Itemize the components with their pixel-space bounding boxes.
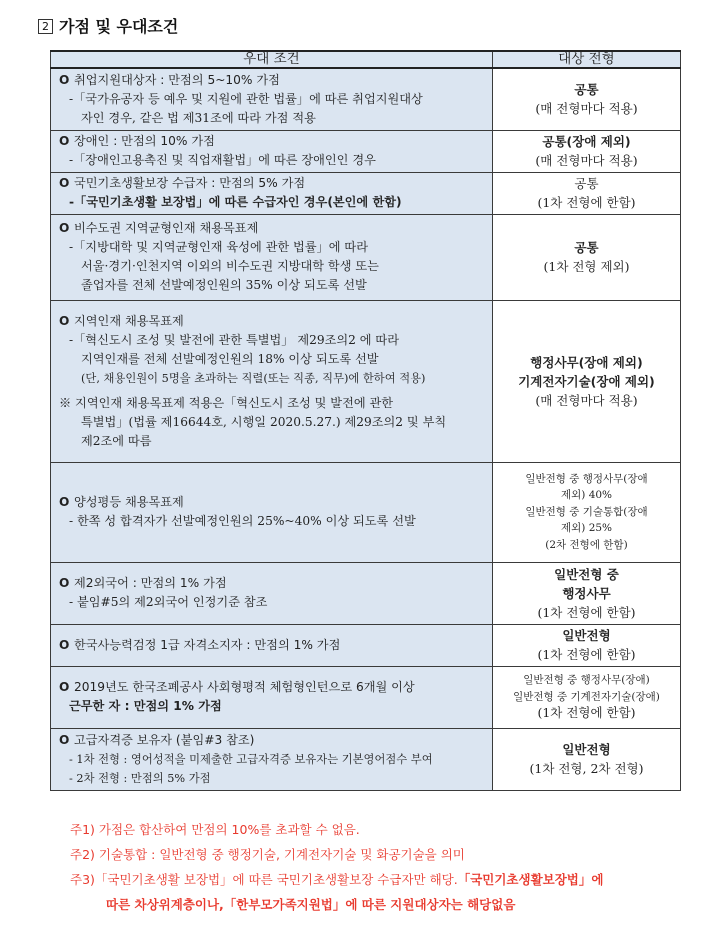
target-line: (1차 전형에 한함): [537, 195, 636, 210]
target-line: (1차 전형에 한함): [537, 705, 636, 721]
condition-title: O 취업지원대상자 : 만점의 5~10% 가점: [59, 71, 488, 90]
target-line: 일반전형 중 기계전자기술(장애): [513, 690, 660, 703]
table-header: [51, 51, 681, 68]
table-row: [51, 666, 681, 728]
condition-title: O 국민기초생활보장 수급자 : 만점의 5% 가점: [59, 174, 488, 193]
target-line: 행정사무(장애 제외): [530, 354, 643, 370]
section-title: [38, 14, 178, 37]
footnote-3: [70, 870, 603, 888]
target-line: 행정사무: [562, 585, 611, 601]
row-target: [493, 300, 681, 462]
header-condition: 우대 조건: [51, 51, 493, 68]
target-line: (매 전형마다 적용): [535, 153, 638, 168]
target-line: (매 전형마다 적용): [535, 101, 638, 117]
condition-note: ※ 지역인재 채용목표제 적용은「혁신도시 조성 및 발전에 관한: [59, 395, 394, 410]
footnote-3-emphasis-2: 따른 차상위계층이나,「한부모가족지원법」에 따른 지원대상자는 해당없음: [106, 897, 516, 912]
row-condition: [51, 300, 493, 462]
row-condition: [51, 462, 493, 562]
footnote-3-text: 주3)「국민기초생활 보장법」에 따른 국민기초생활보장 수급자만 해당.: [70, 872, 458, 887]
table-row: [51, 462, 681, 562]
target-line: 일반전형: [562, 628, 611, 643]
row-condition: [51, 624, 493, 666]
table-row: [51, 130, 681, 172]
row-target: [493, 728, 681, 790]
condition-title: O 한국사능력검정 1급 자격소지자 : 만점의 1% 가점: [59, 636, 488, 655]
condition-detail: -「지방대학 및 지역균형인재 육성에 관한 법률」에 따라: [69, 240, 368, 254]
target-line: 일반전형 중 기술통합(장애: [525, 505, 648, 518]
condition-detail: 근무한 자 : 만점의 1% 가점: [69, 699, 222, 713]
condition-detail: (단, 채용인원이 5명을 초과하는 직렬(또는 직종, 직무)에 한하여 적용): [81, 371, 426, 385]
target-line: 제외) 25%: [560, 522, 613, 535]
condition-title: O 비수도권 지역균형인재 채용목표제: [59, 219, 488, 238]
row-target: [493, 130, 681, 172]
footnote-1: 주1) 가점은 합산하여 만점의 10%를 초과할 수 없음.: [70, 822, 360, 837]
target-line: 일반전형 중: [554, 566, 619, 582]
condition-title: O 지역인재 채용목표제: [59, 312, 488, 331]
row-condition: [51, 666, 493, 728]
condition-title: O 양성평등 채용목표제: [59, 493, 488, 512]
target-line: (1차 전형에 한함): [537, 647, 636, 662]
target-line: (1차 전형, 2차 전형): [529, 761, 644, 776]
condition-detail: - 한쪽 성 합격자가 선발예정인원의 25%~40% 이상 되도록 선발: [69, 514, 416, 528]
target-line: 일반전형 중 행정사무(장애): [523, 674, 650, 687]
footnote-3-emphasis: 「국민기초생활보장법」에: [457, 872, 604, 887]
target-line: 일반전형: [562, 742, 611, 757]
row-condition: [51, 728, 493, 790]
row-condition: [51, 214, 493, 300]
condition-note: 특별법」(법률 제16644호, 시행일 2020.5.27.) 제29조의2 및 부칙: [81, 414, 447, 429]
condition-detail: - 2차 전형 : 만점의 5% 가점: [69, 771, 211, 785]
target-line: (2차 전형에 한함): [545, 538, 628, 551]
condition-title: O 제2외국어 : 만점의 1% 가점: [59, 574, 488, 593]
preference-table: [50, 50, 681, 791]
target-line: (1차 전형에 한함): [537, 604, 636, 620]
condition-detail: -「국가유공자 등 예우 및 지원에 관한 법률」에 따른 취업지원대상: [69, 91, 423, 106]
condition-detail: - 붙임#5의 제2외국어 인정기준 참조: [69, 595, 268, 609]
table-row: [51, 300, 681, 462]
target-line: (1차 전형 제외): [543, 259, 630, 274]
row-target: [493, 214, 681, 300]
table-row: [51, 214, 681, 300]
header-target: 대상 전형: [493, 51, 681, 68]
row-target: [493, 562, 681, 624]
condition-detail: - 1차 전형 : 영어성적을 미제출한 고급자격증 보유자는 기본영어점수 부여: [69, 752, 433, 766]
table-row: [51, 562, 681, 624]
row-condition: [51, 562, 493, 624]
row-condition: [51, 130, 493, 172]
row-target: [493, 68, 681, 130]
row-target: [493, 666, 681, 728]
condition-title: O 2019년도 한국조폐공사 사회형평적 체험형인턴으로 6개월 이상: [59, 678, 488, 697]
target-line: (매 전형마다 적용): [535, 392, 638, 408]
target-line: 일반전형 중 행정사무(장애: [525, 472, 648, 485]
target-line: 공통(장애 제외): [542, 134, 631, 149]
row-target: [493, 172, 681, 214]
condition-title: O 고급자격증 보유자 (붙임#3 참조): [59, 731, 488, 750]
condition-title: O 장애인 : 만점의 10% 가점: [59, 132, 488, 151]
table-row: [51, 172, 681, 214]
row-condition: [51, 68, 493, 130]
table-row: [51, 728, 681, 790]
condition-note: 제2조에 따름: [81, 433, 152, 448]
footnote-3-continued: [106, 895, 515, 913]
target-line: 제외) 40%: [560, 489, 613, 502]
table-row: [51, 624, 681, 666]
condition-detail: -「혁신도시 조성 및 발전에 관한 특별법」 제29조의2 에 따라: [69, 332, 399, 347]
condition-detail: 서울·경기·인천지역 이외의 비수도권 지방대학 학생 또는: [81, 259, 379, 273]
condition-detail: 자인 경우, 같은 법 제31조에 따라 가점 적용: [81, 110, 316, 125]
condition-detail: 졸업자를 전체 선발예정인원의 35% 이상 되도록 선발: [81, 278, 367, 292]
footnote-2: 주2) 기술통합 : 일반전형 중 행정기술, 기계전자기술 및 화공기술을 의미: [70, 847, 465, 862]
condition-detail: 지역인재를 전체 선발예정인원의 18% 이상 되도록 선발: [81, 351, 379, 366]
section-title-text: 가점 및 우대조건: [59, 17, 179, 36]
target-line: 공통: [574, 176, 599, 191]
condition-detail: -「장애인고용촉진 및 직업재활법」에 따른 장애인인 경우: [69, 153, 376, 167]
section-number: 2: [38, 19, 53, 34]
target-line: 공통: [574, 82, 599, 98]
target-line: 기계전자기술(장애 제외): [518, 373, 655, 389]
table-row: [51, 68, 681, 130]
condition-detail: -「국민기초생활 보장법」에 따른 수급자인 경우(본인에 한함): [69, 195, 402, 209]
target-line: 공통: [574, 240, 599, 255]
row-condition: [51, 172, 493, 214]
row-target: [493, 624, 681, 666]
row-target: [493, 462, 681, 562]
